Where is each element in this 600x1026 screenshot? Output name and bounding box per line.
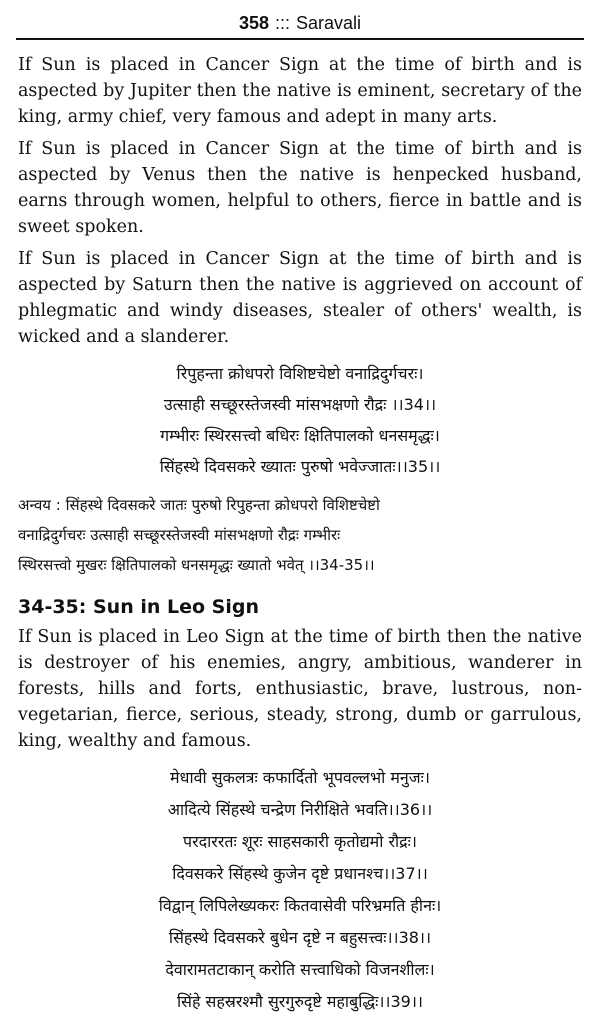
verse-line: सिंहस्थे दिवसकरे ख्यातः पुरुषो भवेज्जातः।।35।। [159, 457, 441, 476]
header-separator: ::: [275, 12, 291, 33]
page-header [16, 8, 584, 40]
anvaya-line: अन्वय : सिंहस्थे दिवसकरे जातः पुरुषो रिपुहन्ता क्रोधपरो विशिष्टचेष्टो [18, 496, 380, 514]
verse-line: रिपुहन्ता क्रोधपरो विशिष्टचेष्टो वनाद्रिदुर्गचरः। [176, 364, 424, 383]
anvaya-line: वनाद्रिदुर्गचरः उत्साही सच्छूरस्तेजस्वी मांसभक्षणो रौद्रः गम्भीरः [18, 526, 341, 544]
verse-line: दिवसकरे सिंहस्थे कुजेन दृष्टे प्रधानश्च।।37।। [172, 864, 428, 883]
anvaya-block [18, 490, 582, 580]
paragraph-venus-aspect: If Sun is placed in Cancer Sign at the time of birth and is aspected by Venus then the native is henpecked husband, earns through women, helpful to others, fierce in battle and is sweet spoken. [18, 139, 582, 237]
verse-line: विद्वान् लिपिलेख्यकरः कितवासेवी परिभ्रमति हीनः। [158, 896, 442, 915]
verse-line: आदित्ये सिंहस्थे चन्द्रेण निरीक्षिते भवति।।36।। [167, 800, 433, 819]
paragraph-saturn-aspect: If Sun is placed in Cancer Sign at the time of birth and is aspected by Saturn then the native is aggrieved on account of phlegmatic and windy diseases, stealer of others' wealth, is wicked and a slanderer. [18, 249, 582, 347]
verse-line: उत्साही सच्छूरस्तेजस्वी मांसभक्षणो रौद्रः ।।34।। [163, 395, 437, 414]
page-content [18, 52, 582, 1026]
sanskrit-verse-36-39 [18, 762, 582, 1018]
verse-line: देवारामतटाकान् करोति सत्त्वाधिको विजनशीलः। [165, 960, 435, 979]
sanskrit-verse-34-35 [18, 358, 582, 482]
paragraph-sun-in-leo: If Sun is placed in Leo Sign at the time of birth then the native is destroyer of his enemies, angry, ambitious, wanderer in forests, hills and forts, enthusiastic, brave, lustrous, non-vegetarian, fierce, serious, steady, strong, dumb or garrulous, king, wealthy and famous. [18, 627, 582, 751]
section-heading: 34-35: Sun in Leo Sign [18, 596, 259, 618]
verse-line: मेधावी सुकलत्रः कफार्दितो भूपवल्लभो मनुजः। [170, 768, 430, 787]
verse-line: गम्भीरः स्थिरसत्त्वो बधिरः क्षितिपालको धनसमृद्धः। [160, 426, 440, 445]
book-title: Saravali [296, 12, 362, 33]
paragraph-jupiter-aspect: If Sun is placed in Cancer Sign at the time of birth and is aspected by Jupiter then the native is eminent, secretary of the king, army chief, very famous and adept in many arts. [18, 55, 582, 127]
anvaya-line: स्थिरसत्त्वो मुखरः क्षितिपालको धनसमृद्धः ख्यातो भवेत् ।।34-35।। [18, 556, 375, 574]
verse-line: परदाररतः शूरः साहसकारी कृतोद्यमो रौद्रः। [183, 832, 417, 851]
verse-line: सिंहस्थे दिवसकरे बुधेन दृष्टे न बहुसत्त्वः।।38।। [168, 928, 432, 947]
page-number: 358 [238, 12, 269, 33]
verse-line: सिंहे सहस्ररश्मौ सुरगुरुदृष्टे महाबुद्धिः।।39।। [177, 992, 423, 1011]
